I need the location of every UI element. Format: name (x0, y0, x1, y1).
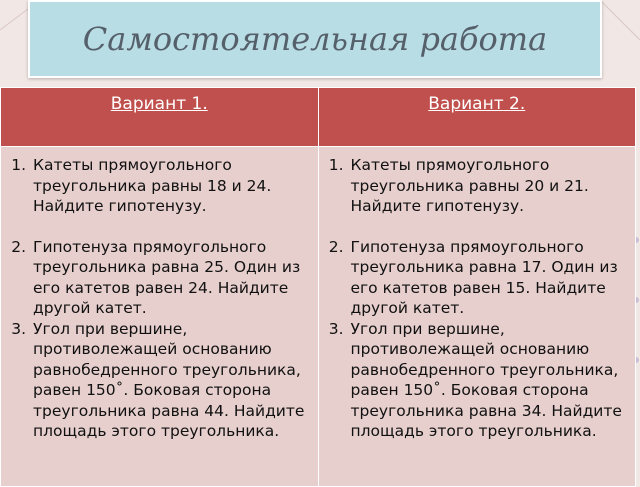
variant-2-tasks (318, 147, 636, 487)
title-banner (28, 0, 602, 78)
task-item: 3. Угол при вершине, противолежащей основанию равнобедренного треугольника, равен 150˚. Боковая сторона треугольника равна 34. Найдите площадь этого треугольника. (349, 319, 632, 442)
task-item: 1. Катеты прямоугольного треугольника равны 18 и 24. Найдите гипотенузу. (31, 155, 314, 217)
variant-2-header: Вариант 2. (318, 88, 636, 147)
tasks-row (1, 147, 636, 487)
task-item: 2. Гипотенуза прямоугольного треугольника равна 17. Один из его катетов равен 15. Найдите другой катет. (349, 237, 632, 319)
variants-table (0, 87, 636, 487)
variant-1-header: Вариант 1. (1, 88, 319, 147)
variant-1-tasks (1, 147, 319, 487)
page-title: Самостоятельная работа (82, 20, 548, 58)
task-item: 3. Угол при вершине, противолежащей основанию равнобедренного треугольника, равен 150˚. Боковая сторона треугольника равна 44. Найдите площадь этого треугольника. (31, 319, 314, 442)
task-item: 1. Катеты прямоугольного треугольника равны 20 и 21. Найдите гипотенузу. (349, 155, 632, 217)
header-row (1, 88, 636, 147)
task-item: 2. Гипотенуза прямоугольного треугольника равна 25. Один из его катетов равен 24. Найдите другой катет. (31, 237, 314, 319)
